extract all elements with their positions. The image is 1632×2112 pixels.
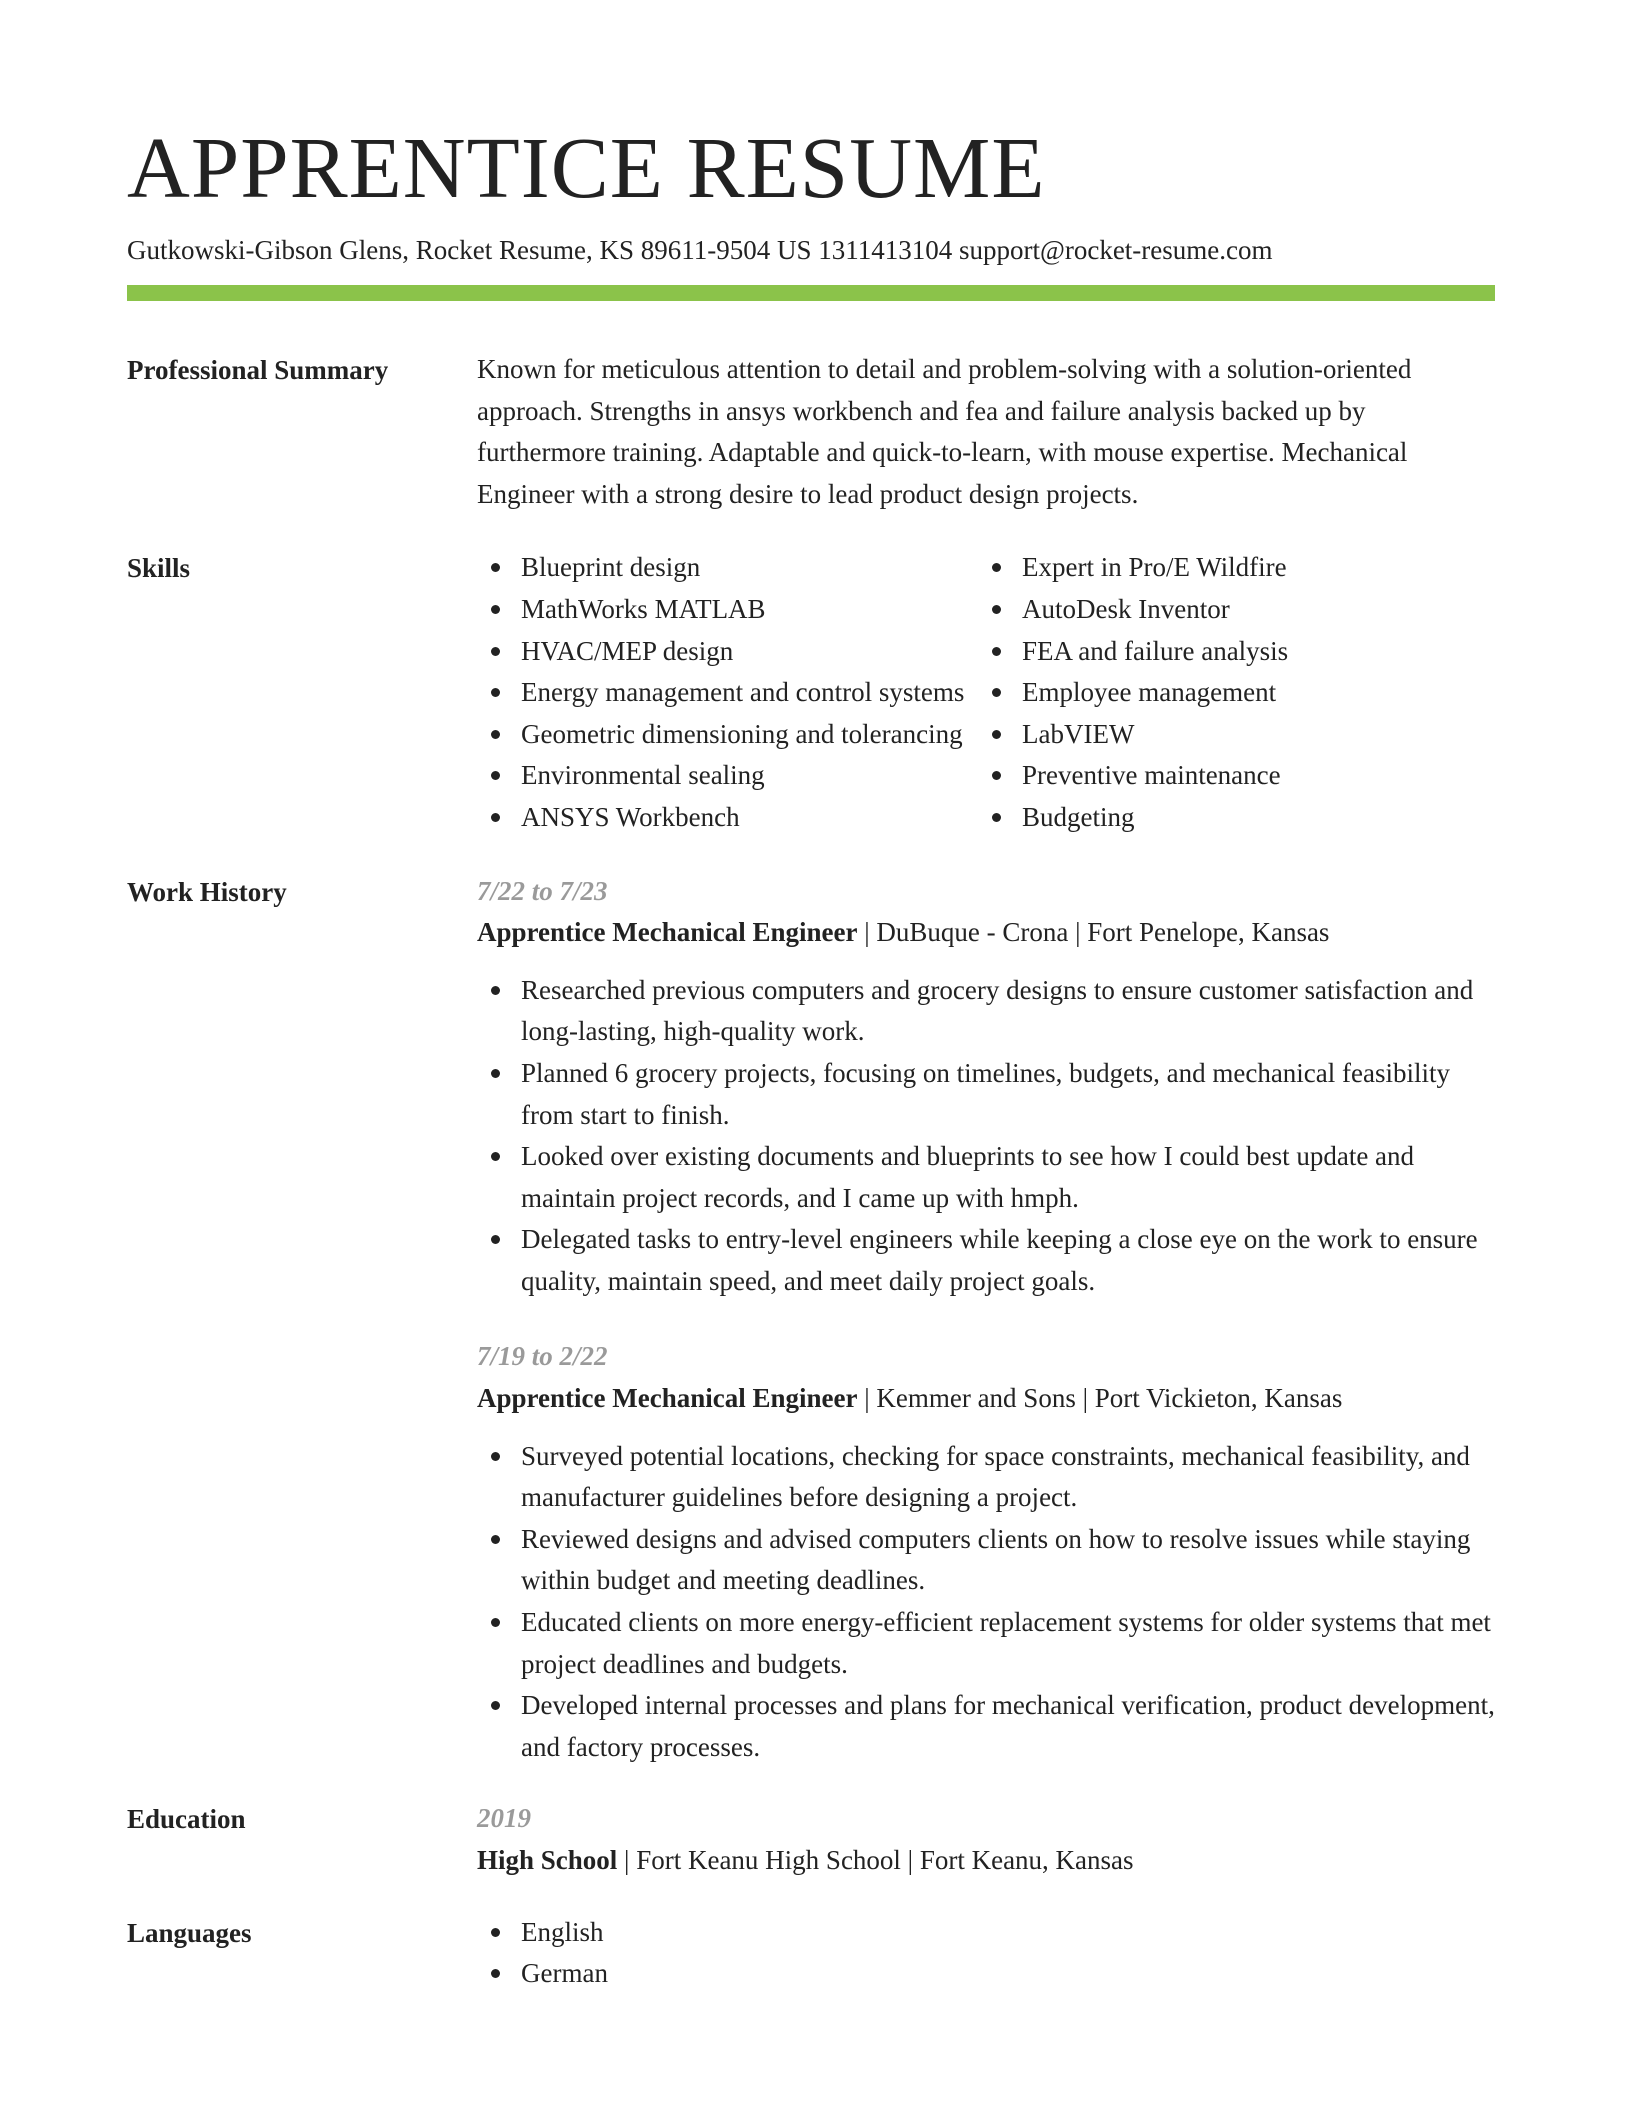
bullet-dot-icon xyxy=(491,771,500,780)
skill-item xyxy=(477,672,978,714)
education-line xyxy=(477,1840,1495,1882)
section-label-languages: Languages xyxy=(127,1917,252,1948)
job-bullet xyxy=(477,1136,1495,1219)
skill-item xyxy=(978,797,1479,839)
bullet-dot-icon xyxy=(491,1535,500,1544)
jobs-list xyxy=(477,871,1495,1769)
skill-item-text: Blueprint design xyxy=(521,552,701,583)
section-label-skills: Skills xyxy=(127,553,191,584)
skill-item xyxy=(477,755,978,797)
job-bullet xyxy=(477,1685,1495,1768)
bullet-dot-icon xyxy=(992,605,1001,614)
skill-item xyxy=(477,547,978,589)
bullet-dot-icon xyxy=(491,1969,500,1978)
bullet-dot-icon xyxy=(491,1618,500,1627)
bullet-dot-icon xyxy=(992,730,1001,739)
resume-title: APPRENTICE RESUME xyxy=(127,119,1046,216)
skill-item xyxy=(477,631,978,673)
education-details: | Fort Keanu High School | Fort Keanu, Kansas xyxy=(617,1845,1134,1875)
job-title-line xyxy=(477,1378,1495,1420)
job-bullet-text: Researched previous computers and grocery designs to ensure customer satisfaction and long-lasting, high-quality work. xyxy=(521,974,1474,1047)
skill-item-text: Preventive maintenance xyxy=(1022,760,1281,791)
job-bullets xyxy=(477,970,1495,1303)
job-bullet-text: Delegated tasks to entry-level engineers while keeping a close eye on the work to ensure quality, maintain speed, and meet daily project goals. xyxy=(521,1224,1478,1296)
skill-item xyxy=(978,589,1479,631)
bullet-dot-icon xyxy=(992,813,1001,822)
skill-item-text: HVAC/MEP design xyxy=(521,635,734,666)
resume-page xyxy=(127,0,1495,1995)
job-title: Apprentice Mechanical Engineer xyxy=(477,1383,858,1414)
section-label-summary: Professional Summary xyxy=(127,355,389,385)
education-section xyxy=(127,1798,1495,1881)
job-bullet-text: Educated clients on more energy-efficient replacement systems for older systems that met project deadlines and budgets. xyxy=(521,1607,1491,1679)
job-employer-location: | DuBuque - Crona | Fort Penelope, Kansas xyxy=(857,917,1330,948)
bullet-dot-icon xyxy=(992,688,1001,697)
skill-item xyxy=(477,714,978,756)
job-bullets xyxy=(477,1436,1495,1769)
bullet-dot-icon xyxy=(491,647,500,656)
job-employer-location: | Kemmer and Sons | Port Vickieton, Kansas xyxy=(857,1383,1343,1414)
skill-item-text: ANSYS Workbench xyxy=(521,801,740,832)
language-item xyxy=(477,1912,1495,1954)
skills-grid xyxy=(477,547,1495,838)
skill-item xyxy=(477,797,978,839)
skill-item-text: FEA and failure analysis xyxy=(1022,635,1289,666)
job-bullet xyxy=(477,1602,1495,1685)
job-bullet xyxy=(477,970,1495,1053)
work-history-section xyxy=(127,871,1495,1769)
skill-item-text: Geometric dimensioning and tolerancing xyxy=(521,718,963,749)
bullet-dot-icon xyxy=(491,605,500,614)
skill-item-text: Energy management and control systems xyxy=(521,677,965,708)
language-item-text: German xyxy=(521,1958,608,1989)
languages-section xyxy=(127,1912,1495,1995)
job-bullet xyxy=(477,1053,1495,1136)
bullet-dot-icon xyxy=(491,563,500,572)
bullet-dot-icon xyxy=(491,1152,500,1161)
bullet-dot-icon xyxy=(491,688,500,697)
job-entry xyxy=(477,871,1495,1303)
skill-item-text: LabVIEW xyxy=(1022,718,1135,749)
section-label-education: Education xyxy=(127,1804,246,1835)
bullet-dot-icon xyxy=(491,986,500,995)
summary-text: Known for meticulous attention to detail and problem-solving with a solution-oriented approach. Strengths in ansys workbench and fea and failure analysis backed up by furthermore training. Adaptable and quick-to-learn, with mouse expertise. Mechanical Engineer with a strong desire to lead product design projects. xyxy=(477,354,1412,509)
language-item xyxy=(477,1953,1495,1995)
skill-item xyxy=(978,755,1479,797)
job-bullet-text: Looked over existing documents and blueprints to see how I could best update and maintain project records, and I came up with hmph. xyxy=(521,1141,1415,1213)
contact-line: Gutkowski-Gibson Glens, Rocket Resume, KS 89611-9504 US 1311413104 support@rocket-resume.com xyxy=(127,235,1273,265)
bullet-dot-icon xyxy=(491,1235,500,1244)
section-label-work: Work History xyxy=(127,876,287,907)
education-year: 2019 xyxy=(477,1803,531,1834)
education-degree: High School xyxy=(477,1845,618,1875)
job-title-line xyxy=(477,912,1495,954)
job-bullet-text: Planned 6 grocery projects, focusing on timelines, budgets, and mechanical feasibility from start to finish. xyxy=(521,1057,1450,1130)
skill-item xyxy=(978,547,1479,589)
bullet-dot-icon xyxy=(491,1069,500,1078)
job-bullet-text: Reviewed designs and advised computers clients on how to resolve issues while staying within budget and meeting deadlines. xyxy=(521,1523,1471,1596)
job-bullet xyxy=(477,1219,1495,1302)
languages-list xyxy=(477,1912,1495,1995)
skill-item-text: Expert in Pro/E Wildfire xyxy=(1022,552,1287,583)
bullet-dot-icon xyxy=(992,647,1001,656)
skill-item xyxy=(477,589,978,631)
bullet-dot-icon xyxy=(992,563,1001,572)
bullet-dot-icon xyxy=(491,813,500,822)
accent-divider xyxy=(127,285,1495,301)
job-bullet xyxy=(477,1436,1495,1519)
bullet-dot-icon xyxy=(491,1701,500,1710)
job-bullet xyxy=(477,1519,1495,1602)
bullet-dot-icon xyxy=(491,730,500,739)
skill-item xyxy=(978,672,1479,714)
professional-summary-section xyxy=(127,349,1495,515)
job-bullet-text: Developed internal processes and plans for mechanical verification, product development, and factory processes. xyxy=(521,1690,1495,1762)
skill-item xyxy=(978,714,1479,756)
skill-item-text: MathWorks MATLAB xyxy=(521,593,766,624)
skill-item-text: AutoDesk Inventor xyxy=(1022,593,1230,624)
skill-item-text: Budgeting xyxy=(1022,801,1135,832)
skills-column-left xyxy=(477,547,978,838)
job-bullet-text: Surveyed potential locations, checking for space constraints, mechanical feasibility, and manufacturer guidelines before designing a project. xyxy=(521,1440,1470,1513)
skill-item xyxy=(978,631,1479,673)
skill-item-text: Employee management xyxy=(1022,677,1277,708)
job-entry xyxy=(477,1336,1495,1768)
skill-item-text: Environmental sealing xyxy=(521,760,765,791)
bullet-dot-icon xyxy=(491,1928,500,1937)
skills-section xyxy=(127,547,1495,838)
skills-column-right xyxy=(978,547,1479,838)
language-item-text: English xyxy=(521,1916,604,1947)
bullet-dot-icon xyxy=(992,771,1001,780)
bullet-dot-icon xyxy=(491,1452,500,1461)
job-title: Apprentice Mechanical Engineer xyxy=(477,917,858,948)
job-dates: 7/22 to 7/23 xyxy=(477,875,608,906)
job-dates: 7/19 to 2/22 xyxy=(477,1341,608,1372)
